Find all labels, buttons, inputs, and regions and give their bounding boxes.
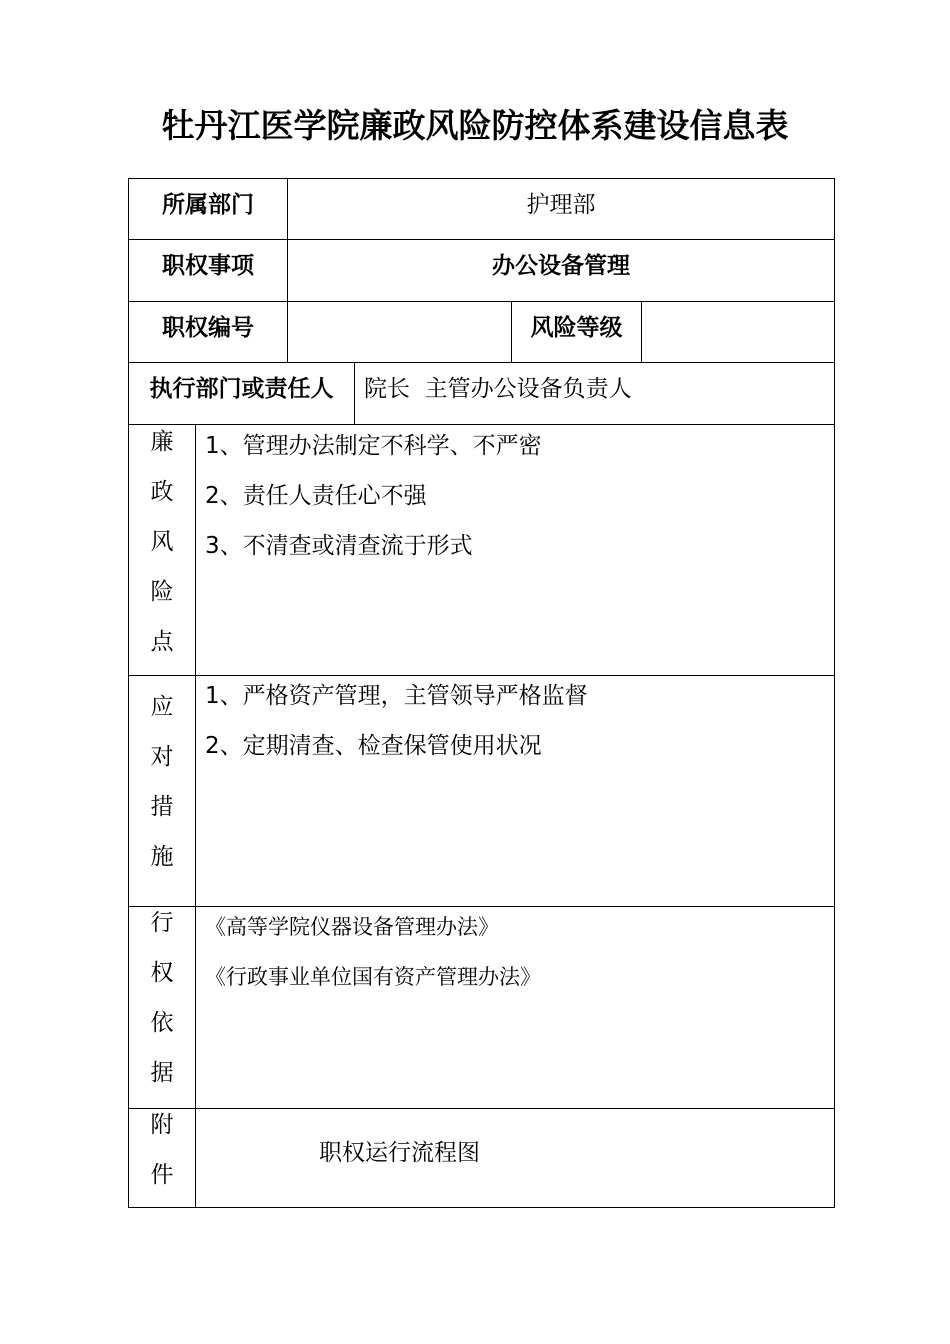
risk-point-item: 3、不清查或清查流于形式 (205, 533, 473, 559)
measures-label-char: 对 (150, 744, 174, 770)
attachment-label-char: 附 (150, 1112, 174, 1138)
risk-point-item: 2、责任人责任心不强 (205, 483, 427, 509)
basis-label-char: 依 (150, 1010, 174, 1036)
measures-label-char: 应 (150, 694, 174, 720)
executor-label: 执行部门或责任人 (149, 376, 334, 402)
department-value: 护理部 (526, 192, 596, 218)
attachment-label-char: 件 (150, 1162, 174, 1188)
attachment-value: 职权运行流程图 (319, 1140, 480, 1166)
risk-point-item: 1、管理办法制定不科学、不严密 (205, 433, 542, 459)
matter-value: 办公设备管理 (492, 253, 630, 279)
matter-label: 职权事项 (162, 253, 254, 279)
basis-label-char: 权 (150, 960, 174, 986)
page-title: 牡丹江医学院廉政风险防控体系建设信息表 (161, 106, 789, 145)
code-label: 职权编号 (162, 315, 254, 341)
department-label: 所属部门 (162, 192, 254, 218)
risk-level-label: 风险等级 (530, 315, 623, 341)
risk-points-label-char: 点 (150, 629, 174, 655)
risk-points-label-char: 风 (150, 529, 174, 555)
basis-label-char: 据 (150, 1060, 174, 1086)
basis-item: 《高等学院仪器设备管理办法》 (205, 915, 499, 939)
risk-points-label-char: 险 (150, 579, 174, 605)
basis-label-char: 行 (150, 910, 174, 936)
executor-value: 院长 主管办公设备负责人 (364, 376, 632, 402)
risk-points-label (129, 427, 195, 677)
measure-item: 1、严格资产管理，主管领导严格监督 (205, 683, 588, 709)
basis-label (129, 908, 195, 1108)
measure-item: 2、定期清查、检查保管使用状况 (205, 733, 542, 759)
measures-label-char: 措 (150, 794, 174, 820)
measures-label-char: 施 (150, 844, 174, 870)
attachment-label (129, 1110, 195, 1210)
basis-item: 《行政事业单位国有资产管理办法》 (205, 965, 541, 989)
risk-points-label-char: 廉 (150, 429, 174, 455)
risk-points-label-char: 政 (150, 479, 174, 505)
measures-label (129, 692, 195, 892)
